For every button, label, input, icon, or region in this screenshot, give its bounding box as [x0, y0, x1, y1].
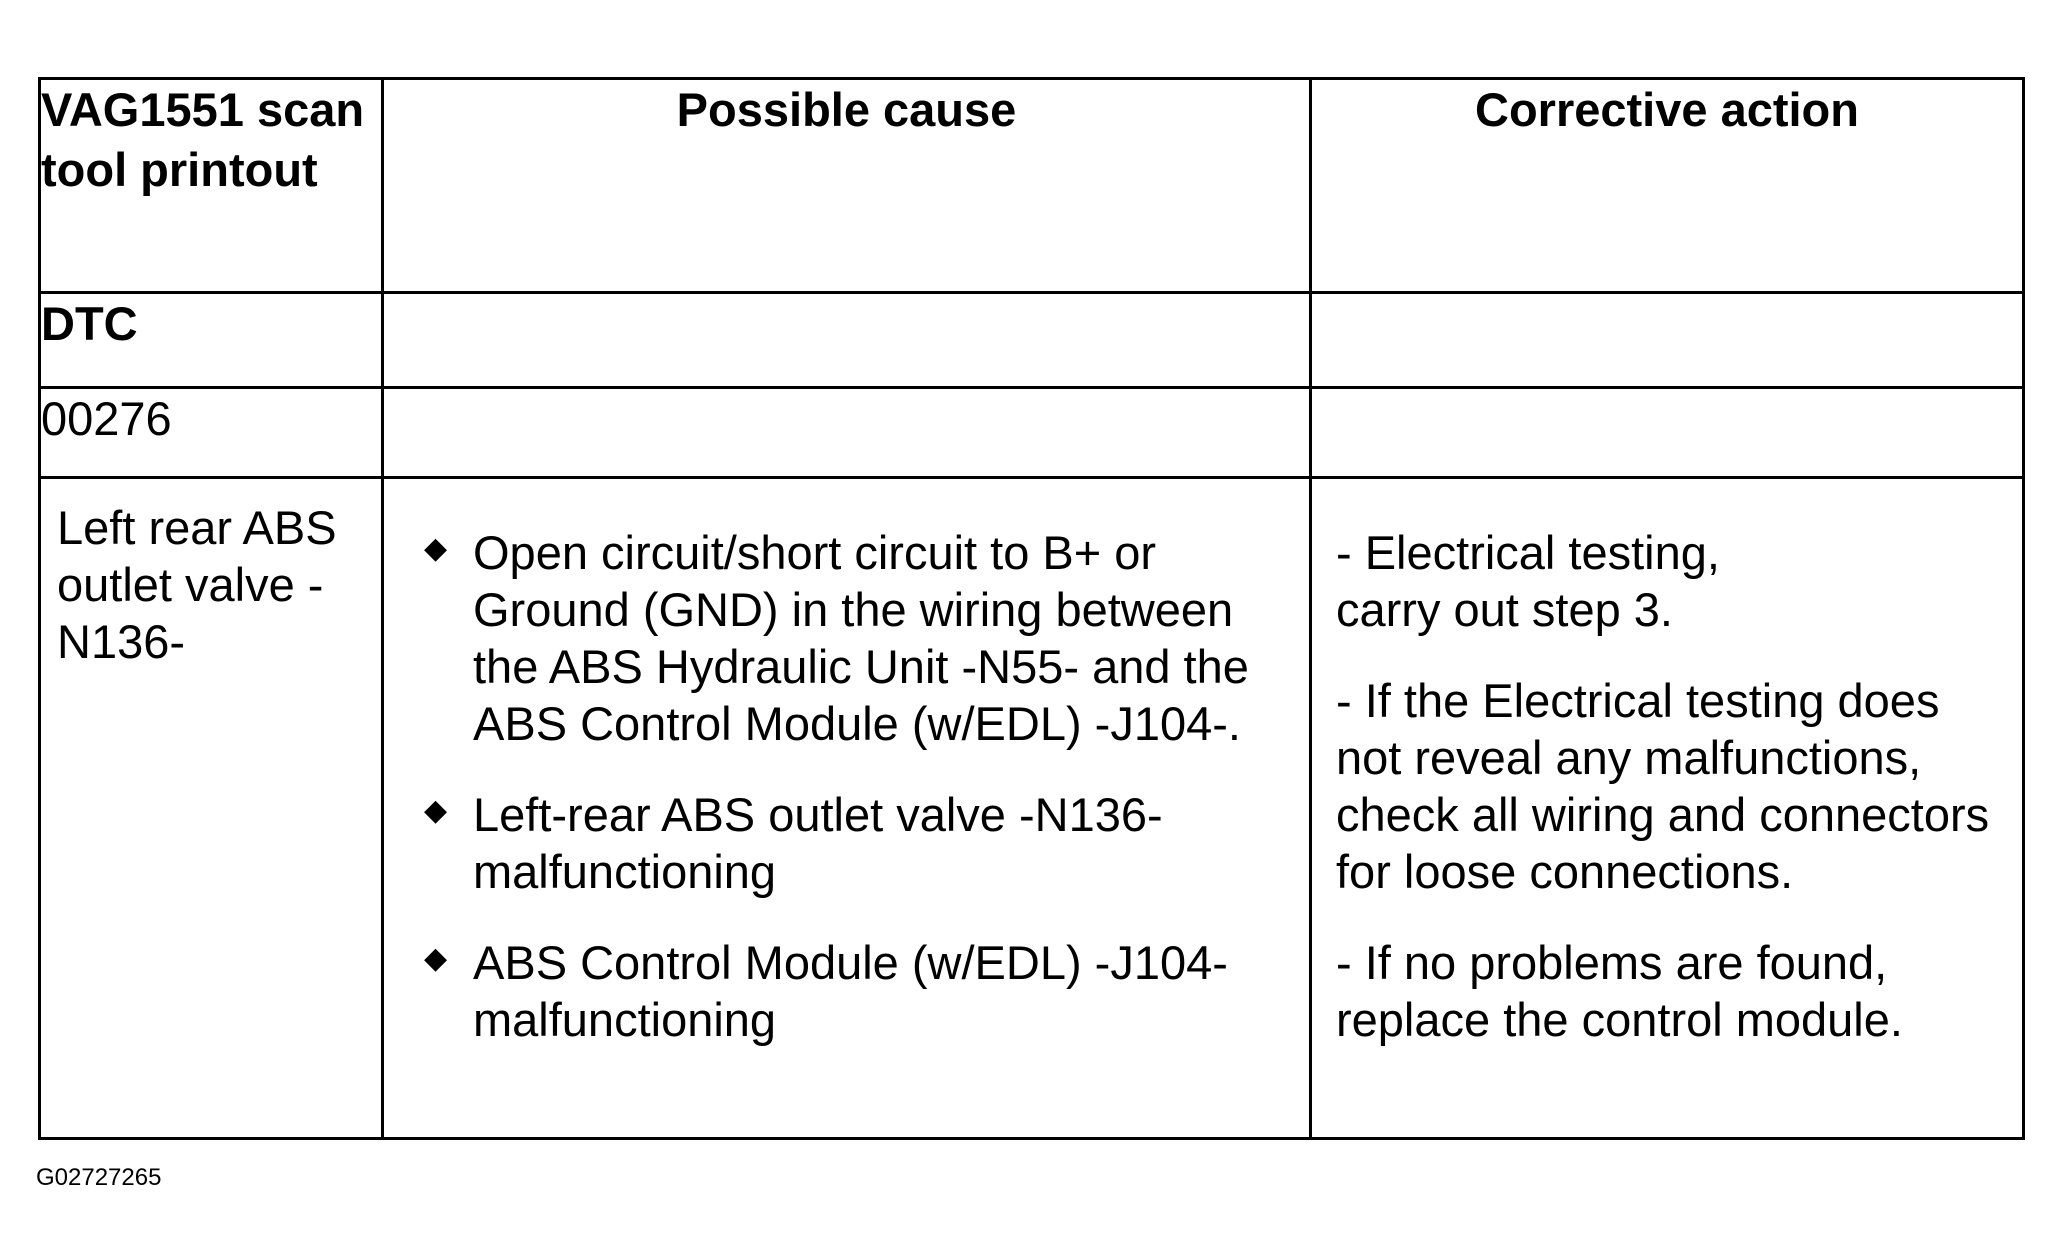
dtc-row	[40, 293, 2024, 388]
component-cell	[40, 478, 383, 1139]
cause-text: Left-rear ABS outlet valve -N136- malfunctioning	[473, 788, 1163, 898]
dtc-code: 00276	[40, 388, 383, 478]
code-action-cell	[1311, 388, 2024, 478]
code-cause-cell	[383, 388, 1311, 478]
dtc-table	[38, 77, 2025, 1140]
diamond-bullet-icon: ◆	[424, 532, 448, 565]
action-item: - If the Electrical testing does not reveal any malfunctions, check all wiring and connectors for loose connections.	[1336, 674, 1990, 898]
action-item: - Electrical testing, carry out step 3.	[1336, 526, 1720, 636]
action-item: - If no problems are found, replace the control module.	[1336, 936, 1903, 1046]
action-list	[1312, 479, 2022, 1048]
diamond-bullet-icon: ◆	[424, 942, 448, 975]
header-printout: VAG1551 scan tool printout	[40, 79, 383, 293]
dtc-cause-cell	[383, 293, 1311, 388]
diamond-bullet-icon: ◆	[424, 794, 448, 827]
figure-id: G02727265	[36, 1164, 162, 1191]
component-description: Left rear ABS outlet valve -N136-	[57, 501, 337, 668]
corrective-action-cell	[1311, 478, 2024, 1139]
code-row	[40, 388, 2024, 478]
header-possible-cause: Possible cause	[383, 79, 1311, 293]
cause-list	[384, 479, 1309, 1048]
possible-cause-cell	[383, 478, 1311, 1139]
cause-text: ABS Control Module (w/EDL) -J104- malfunctioning	[473, 936, 1228, 1046]
cause-text: Open circuit/short circuit to B+ or Ground (GND) in the wiring between the ABS Hydraulic Unit -N55- and the ABS Control Module (w/EDL) -J104-.	[473, 526, 1249, 750]
cause-item	[384, 786, 1289, 900]
dtc-label: DTC	[40, 293, 383, 388]
header-row	[40, 79, 2024, 293]
header-corrective-action: Corrective action	[1311, 79, 2024, 293]
cause-item	[384, 934, 1289, 1048]
cause-item	[384, 524, 1289, 752]
dtc-action-cell	[1311, 293, 2024, 388]
detail-row	[40, 478, 2024, 1139]
